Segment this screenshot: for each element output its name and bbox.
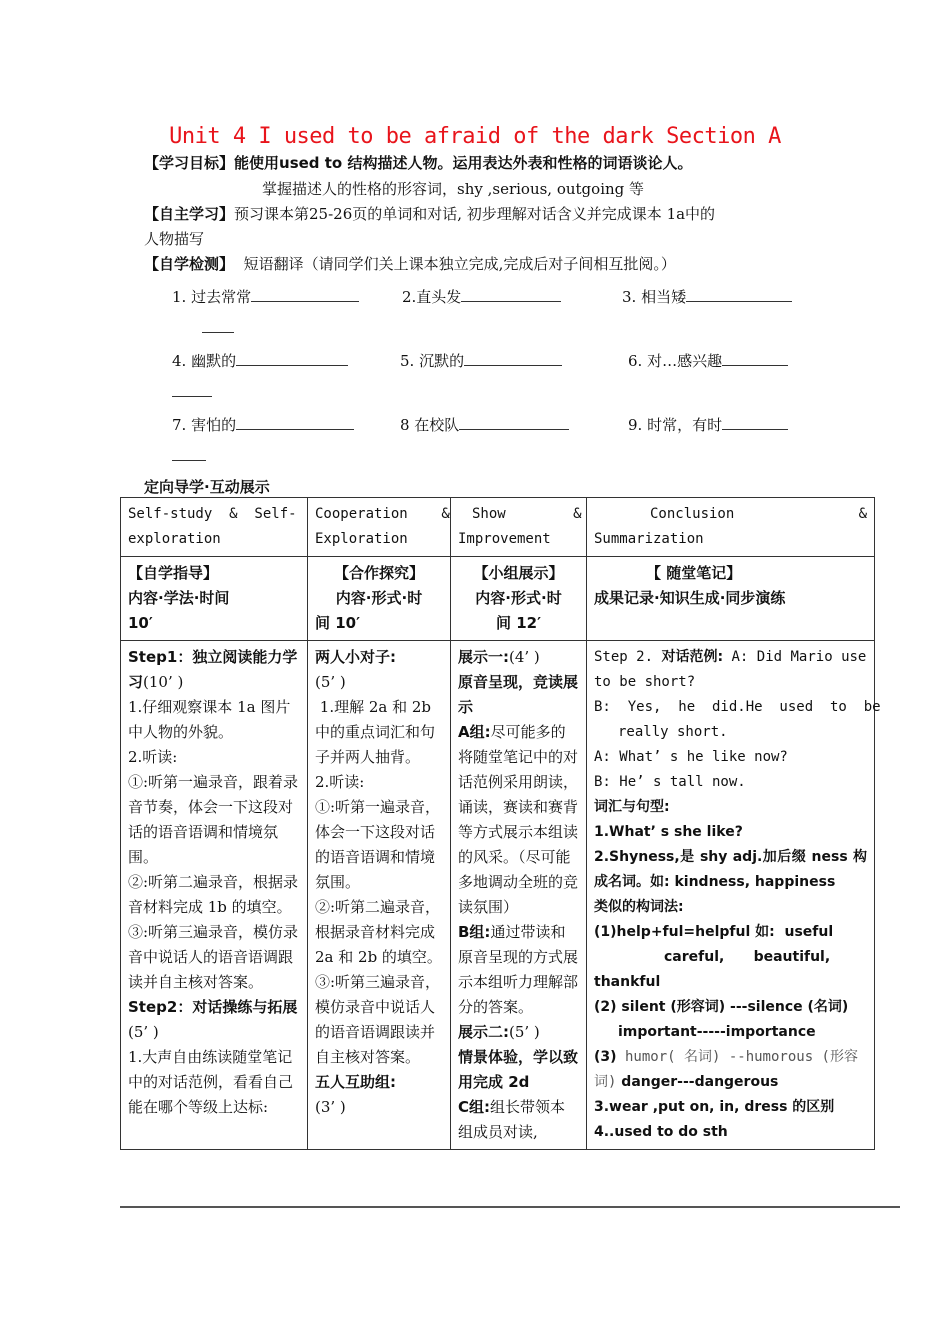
subheader-group-show: 【小组展示】 内容·形式·时 间 12′ bbox=[451, 557, 587, 641]
answer-blank-7[interactable] bbox=[236, 415, 354, 430]
cell-group-show-content: 展示一:(4’ ) 原音呈现，竞读展示 A组:尽可能多的将随堂笔记中的对话范例采用朗读，诵读，赛读和赛背等方式展示本组读的风采。（尽可能多地调动全班的竞读氛围） B组:通过带读和原音呈现的方式展示本组听力理解部分的答案。 展示二:(5’ ) 情景体验，学以致用完成 2d C组:组长带领本组成员对读, bbox=[451, 641, 587, 1150]
subheader-notes: 【 随堂笔记】 成果记录·知识生成·同步演练 bbox=[587, 557, 875, 641]
cell-self-guide-content: Step1：独立阅读能力学习(10’ ) 1.仔细观察课本 1a 图片中人物的外貌。 2.听读: ①:听第一遍录音，跟着录音节奏，体会一下这段对话的语音语调和情境氛围。 ②:听第二遍录音，根据录音材料完成 1b 的填空。 ③:听第三遍录音，模仿录音中说话人的语音语调跟读并自主核对答案。 Step2：对话操练与拓展(5’ ) 1.大声自由练读随堂笔记中的对话范例，看看自己能在哪个等级上达标: bbox=[121, 641, 308, 1150]
header-conclusion: Conclusion & Summarization bbox=[587, 498, 875, 557]
table-content-row bbox=[121, 641, 875, 1150]
header-show: Show & Improvement bbox=[451, 498, 587, 557]
answer-blank-4[interactable] bbox=[236, 351, 348, 366]
table-subheader-row bbox=[121, 557, 875, 641]
page-title: Unit 4 I used to be afraid of the dark Section A bbox=[169, 124, 781, 149]
self-study-text: 预习课本第25-26页的单词和对话, 初步理解对话含义并完成课本 1a中的 bbox=[234, 205, 716, 223]
translation-item-4: 4. 幽默的 bbox=[172, 350, 348, 371]
cell-cooperation-content: 两人小对子: (5’ ) 1.理解 2a 和 2b 中的重点词汇和句子并两人抽背。 2.听读: ①:听第一遍录音，体会一下这段对话的语音语调和情境氛围。 ②:听第二遍录音，根据录音材料完成 2a 和 2b 的填空。 ③:听第三遍录音，模仿录音中说话人的语音语调跟读并自主核对答案。 五人互助组: (3’ ) bbox=[308, 641, 451, 1150]
answer-blank-9[interactable] bbox=[722, 415, 788, 430]
header-self-study: Self-study & Self- exploration bbox=[121, 498, 308, 557]
translation-item-8: 8 在校队 bbox=[400, 414, 569, 435]
objectives-label: 【学习目标】 bbox=[144, 154, 235, 172]
answer-blank-2[interactable] bbox=[461, 287, 561, 302]
translation-item-9: 9. 时常，有时 bbox=[628, 414, 788, 435]
translation-item-2: 2.直头发 bbox=[402, 286, 561, 307]
translation-item-6: 6. 对…感兴趣 bbox=[628, 350, 788, 371]
table-header-row bbox=[121, 498, 875, 557]
self-check-text: 短语翻译（请同学们关上课本独立完成,完成后对子间相互批阅。） bbox=[243, 255, 676, 273]
translation-item-5: 5. 沉默的 bbox=[400, 350, 562, 371]
translation-item-3: 3. 相当矮 bbox=[622, 286, 792, 307]
cell-notes-content: Step 2. 对话范例: A: Did Mario use to be short? B: Yes, he did.He used to be really short. A: What’ s he like now? B: He’ s tall now. 词汇与句型: 1.What’ s she like? 2.Shyness,是 shy adj.加后缀 ness 构成名词。如: kindness, happiness 类似的构词法: (1)help+ful=helpful 如: useful careful, beautiful, thankful (2) silent (形容词) ---silence (名词) important-----importance (3) humor( 名词) --humorous (形容词) danger---dangerous 3.wear ,put on, in, dress 的区别 4..used to do sth bbox=[587, 641, 875, 1150]
answer-blank-5[interactable] bbox=[464, 351, 562, 366]
objectives-line bbox=[144, 152, 692, 173]
translation-item-7: 7. 害怕的 bbox=[172, 414, 354, 435]
self-study-line bbox=[144, 203, 715, 224]
answer-blank-6-cont bbox=[172, 382, 212, 401]
answer-blank-8[interactable] bbox=[459, 415, 569, 430]
header-cooperation: Cooperation & Exploration bbox=[308, 498, 451, 557]
subheader-self-guide: 【自学指导】 内容·学法·时间 10′ bbox=[121, 557, 308, 641]
translation-item-1: 1. 过去常常 bbox=[172, 286, 359, 307]
self-check-line bbox=[144, 253, 676, 274]
answer-blank-6[interactable] bbox=[722, 351, 788, 366]
objectives-line-2: 掌握描述人的性格的形容词，shy ,serious, outgoing 等 bbox=[262, 180, 645, 198]
subheader-cooperation: 【合作探究】 内容·形式·时 间 10′ bbox=[308, 557, 451, 641]
self-study-label: 【自主学习】 bbox=[144, 205, 235, 223]
answer-blank-3-cont bbox=[202, 318, 234, 337]
self-study-line-cont: 人物描写 bbox=[144, 230, 205, 248]
answer-blank-3[interactable] bbox=[686, 287, 792, 302]
section-heading: 定向导学·互动展示 bbox=[144, 478, 270, 496]
table-bottom-rule bbox=[120, 1206, 900, 1208]
answer-blank-1[interactable] bbox=[251, 287, 359, 302]
lesson-table bbox=[120, 497, 881, 1150]
self-check-label: 【自学检测】 bbox=[144, 255, 235, 273]
objectives-text: 能使用used to 结构描述人物。运用表达外表和性格的词语谈论人。 bbox=[234, 154, 693, 172]
answer-blank-9-cont bbox=[172, 446, 206, 465]
